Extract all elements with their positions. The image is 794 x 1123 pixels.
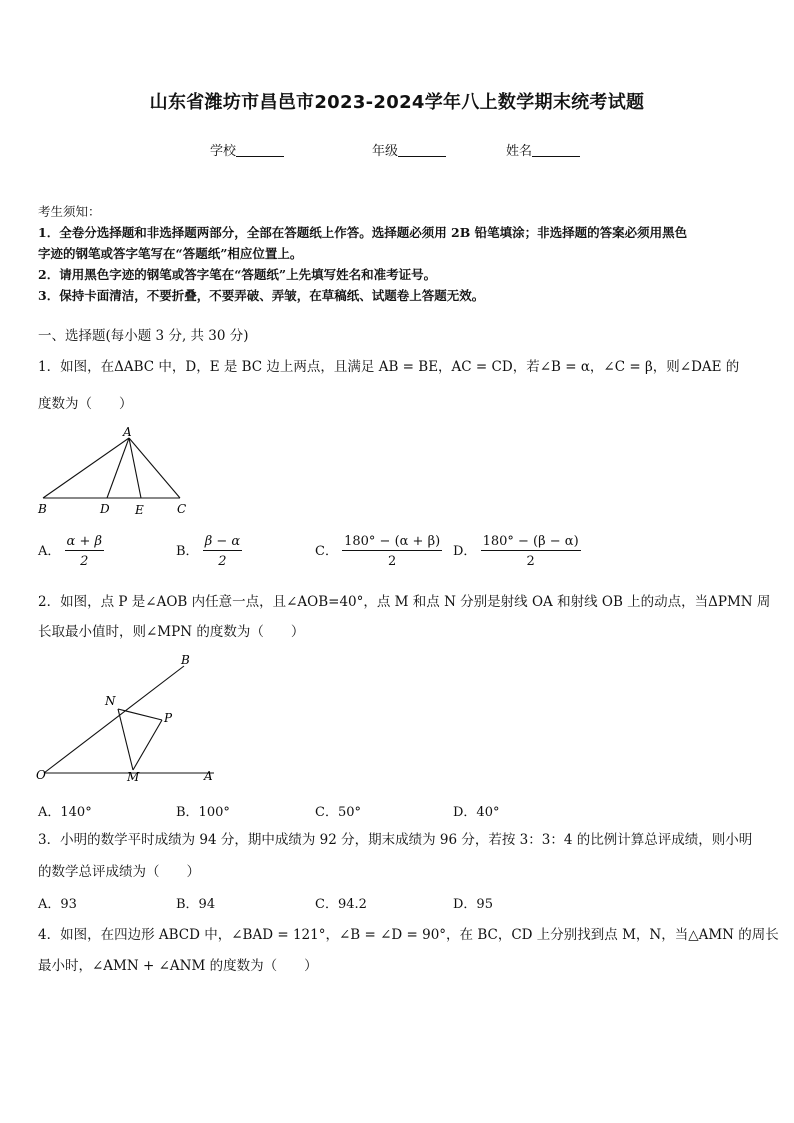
- school-field[interactable]: [210, 140, 284, 159]
- grade-field[interactable]: [372, 140, 446, 159]
- q2-label-n: N: [105, 694, 116, 708]
- name-field[interactable]: [506, 140, 580, 159]
- q3-option-d[interactable]: D．95: [453, 897, 493, 912]
- q1-option-b-label: B．: [176, 544, 199, 559]
- q1-label-b: B: [38, 502, 47, 516]
- q4-text-line2: 最小时，∠AMN + ∠ANM 的度数为（ ）: [38, 958, 318, 974]
- q2-label-m: M: [127, 770, 140, 784]
- q1-option-c-fraction: [342, 534, 442, 569]
- q1-option-a-label: A．: [38, 544, 61, 559]
- q1-text-line1: 1．如图，在ΔABC 中，D，E 是 BC 边上两点，且满足 AB = BE，AC = CD，若∠B = α，∠C = β，则∠DAE 的: [38, 359, 740, 375]
- q1-option-b-denominator: 2: [218, 554, 227, 569]
- q1-option-c[interactable]: [315, 534, 442, 569]
- q1-option-c-numerator: 180° − (α + β): [344, 534, 441, 549]
- notice-item-3: 3．保持卡面清洁，不要折叠，不要弄破、弄皱，在草稿纸、试题卷上答题无效。: [38, 288, 485, 303]
- q1-option-d-numerator: 180° − (β − α): [482, 534, 579, 549]
- q1-text-line2: 度数为（ ）: [38, 396, 133, 412]
- q1-triangle-figure: [34, 424, 194, 516]
- q3-option-c[interactable]: C．94.2: [315, 897, 367, 912]
- grade-blank[interactable]: [398, 144, 446, 157]
- page-title: 山东省潍坊市昌邑市2023-2024学年八上数学期末统考试题: [149, 92, 645, 113]
- q1-option-a[interactable]: [38, 534, 104, 569]
- q1-side-ab: [43, 438, 129, 498]
- q2-option-b[interactable]: B．100°: [176, 805, 230, 820]
- q2-ray-ob: [44, 666, 184, 773]
- q1-option-d-fraction: [481, 534, 581, 569]
- grade-label: 年级: [372, 144, 399, 159]
- q2-text-line1: 2．如图，点 P 是∠AOB 内任意一点，且∠AOB=40°，点 M 和点 N 分别是射线 OA 和射线 OB 上的动点，当ΔPMN 周: [38, 594, 771, 610]
- q2-option-c[interactable]: C．50°: [315, 805, 361, 820]
- name-blank[interactable]: [532, 144, 580, 157]
- school-label: 学校: [210, 144, 237, 159]
- q1-label-c: C: [177, 502, 187, 516]
- q1-option-a-numerator: α + β: [66, 534, 102, 549]
- q1-option-a-fraction: [65, 534, 104, 569]
- notice-item-1: 1．全卷分选择题和非选择题两部分，全部在答题纸上作答。选择题必须用 2B 铅笔填涂；非选择题的答案必须用黑色: [38, 225, 688, 240]
- q1-label-a: A: [123, 425, 132, 439]
- q1-option-a-denominator: 2: [80, 554, 89, 569]
- q1-label-e: E: [135, 503, 144, 516]
- q2-segment-pm: [133, 720, 162, 770]
- q2-segment-mn: [118, 709, 133, 770]
- q1-option-c-label: C．: [315, 544, 338, 559]
- notice-item-2: 2．请用黑色字迹的钢笔或答字笔在“答题纸”上先填写姓名和准考证号。: [38, 267, 437, 282]
- q1-segment-ae: [129, 438, 141, 498]
- q3-option-b[interactable]: B．94: [176, 897, 216, 912]
- notice-item-1-cont: 字迹的钢笔或答字笔写在“答题纸”相应位置上。: [38, 246, 303, 261]
- section-heading: 一、选择题(每小题 3 分, 共 30 分): [38, 328, 249, 344]
- q1-option-b-numerator: β − α: [204, 534, 241, 549]
- q1-option-d-denominator: 2: [526, 554, 535, 569]
- q2-label-a: A: [204, 769, 213, 783]
- notice-heading: 考生须知：: [38, 204, 101, 219]
- q2-option-d[interactable]: D．40°: [453, 805, 500, 820]
- q3-option-a[interactable]: A．93: [38, 897, 77, 912]
- q3-text-line2: 的数学总评成绩为（ ）: [38, 864, 200, 880]
- q2-label-o: O: [36, 768, 46, 782]
- q2-segment-np: [118, 709, 162, 720]
- q1-option-b[interactable]: [176, 534, 242, 569]
- q2-angle-figure: [34, 650, 224, 788]
- q1-option-d[interactable]: [453, 534, 581, 569]
- q1-label-d: D: [100, 502, 110, 516]
- school-blank[interactable]: [236, 144, 284, 157]
- q4-text-line1: 4．如图，在四边形 ABCD 中，∠BAD = 121°，∠B = ∠D = 90°，在 BC，CD 上分别找到点 M，N，当△AMN 的周长: [38, 927, 779, 943]
- q1-option-b-fraction: [203, 534, 242, 569]
- q2-option-a[interactable]: A．140°: [38, 805, 92, 820]
- q2-label-b: B: [181, 653, 190, 667]
- q1-option-c-denominator: 2: [387, 554, 397, 569]
- q2-text-line2: 长取最小值时，则∠MPN 的度数为（ ）: [38, 624, 305, 640]
- q2-label-p: P: [164, 711, 173, 725]
- q3-text-line1: 3．小明的数学平时成绩为 94 分，期中成绩为 92 分，期末成绩为 96 分，若按 3：3：4 的比例计算总评成绩，则小明: [38, 832, 753, 848]
- q1-side-ac: [129, 438, 180, 498]
- q1-option-d-label: D．: [453, 544, 477, 559]
- q1-segment-ad: [107, 438, 129, 498]
- name-label: 姓名: [506, 144, 533, 159]
